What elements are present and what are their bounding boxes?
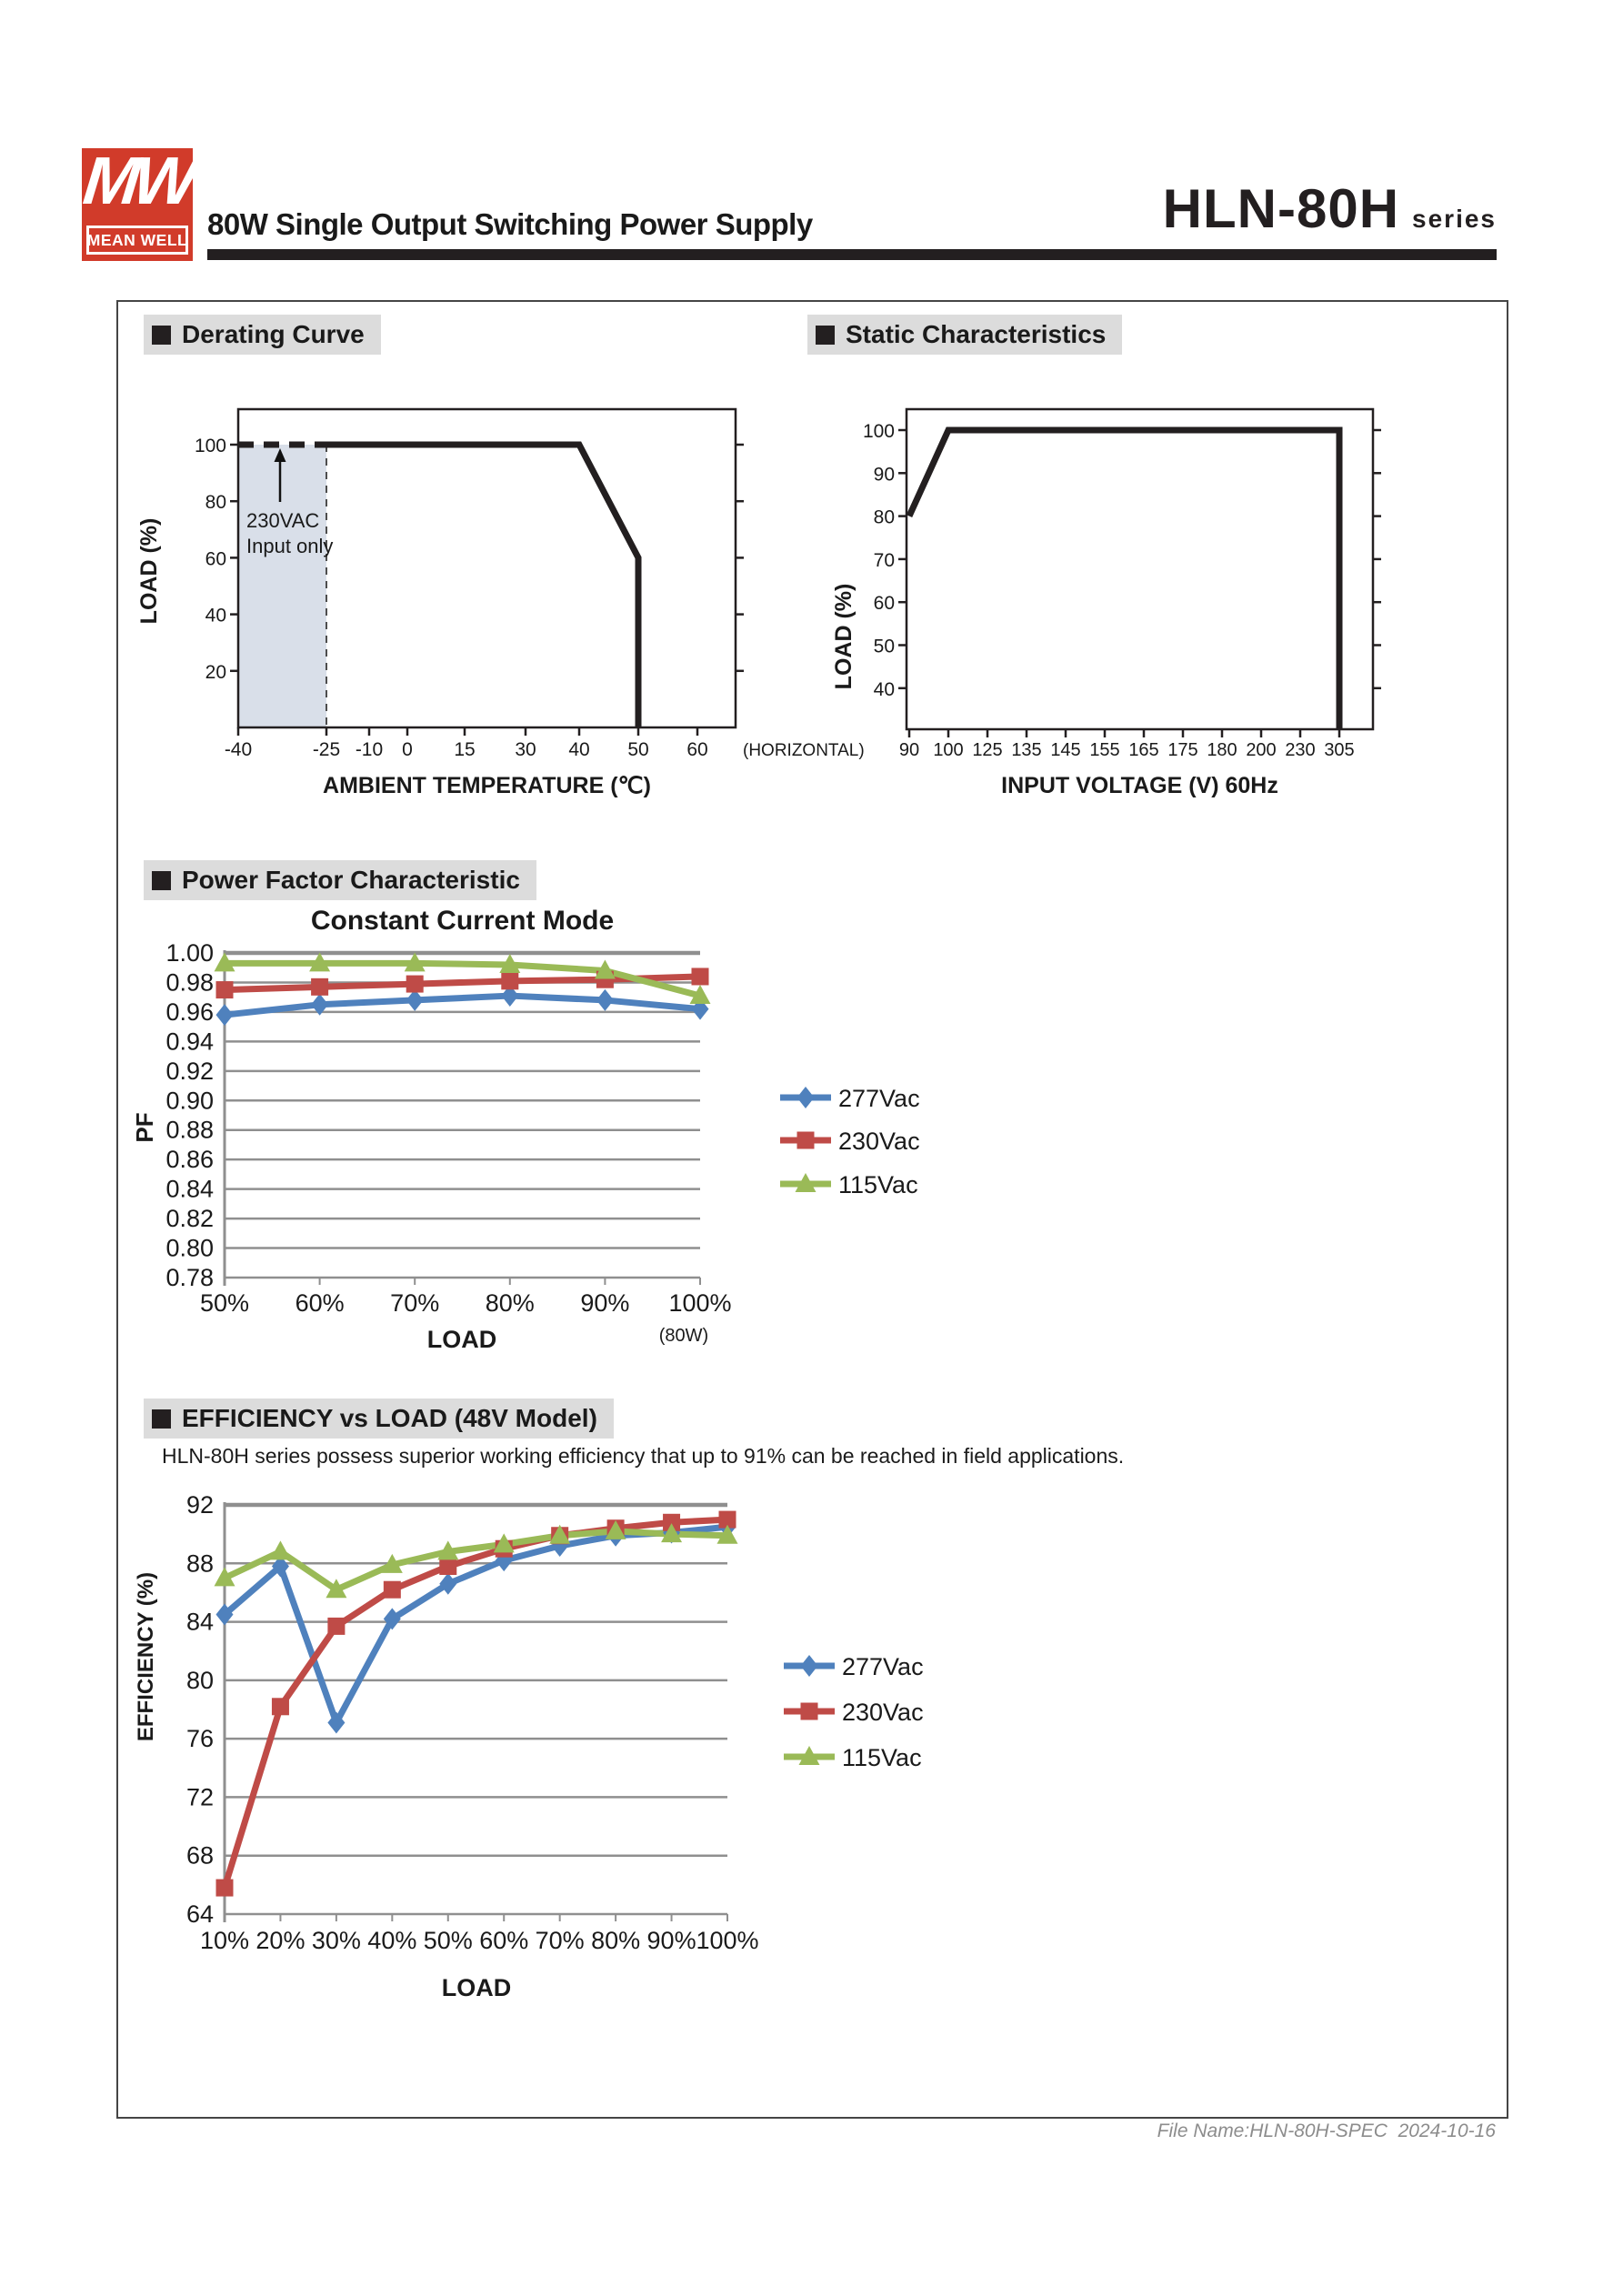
x-tick-label: 100	[933, 740, 964, 760]
x-axis-note: (80W)	[658, 1326, 709, 1346]
y-tick-label: 92	[185, 1491, 214, 1519]
series-marker-230Vac	[327, 1618, 345, 1635]
x-tick-label: 60%	[295, 1289, 345, 1317]
series-marker-230Vac	[216, 1880, 234, 1897]
series-marker-230Vac	[311, 978, 328, 996]
y-tick-label: 84	[185, 1608, 214, 1636]
x-tick-label: 80%	[591, 1927, 641, 1954]
square-bullet-icon	[816, 326, 835, 345]
series-marker-230Vac	[501, 972, 518, 989]
y-tick-label: 0.92	[165, 1057, 214, 1085]
section-heading-label: Derating Curve	[182, 320, 365, 348]
x-tick-label: 125	[972, 740, 1003, 760]
legend-diamond-icon	[797, 1087, 815, 1108]
series-marker-230Vac	[384, 1581, 401, 1599]
x-axis-label: LOAD	[426, 1326, 497, 1353]
y-tick-label: 90	[873, 464, 895, 486]
series-marker-230Vac	[272, 1698, 289, 1715]
pf-chart	[118, 900, 982, 1364]
y-axis-label: LOAD (%)	[136, 517, 162, 625]
x-axis-label: LOAD	[441, 1974, 512, 2001]
x-tick-label: 10%	[199, 1927, 250, 1954]
legend-label: 230Vac	[842, 1699, 924, 1726]
y-tick-label: 50	[873, 636, 895, 657]
meanwell-logo	[79, 143, 195, 261]
x-tick-label: 100%	[668, 1289, 732, 1317]
plot-border	[907, 409, 1373, 729]
x-tick-label: 50	[627, 739, 649, 760]
y-tick-label: 1.00	[165, 939, 214, 967]
annotation-label: Input only	[246, 535, 334, 557]
y-tick-label: 70	[873, 549, 895, 571]
series-marker-230Vac	[216, 981, 234, 998]
y-tick-label: 0.88	[165, 1116, 214, 1144]
square-bullet-icon	[152, 1409, 171, 1429]
legend-square-icon	[797, 1132, 815, 1149]
legend-label: 230Vac	[838, 1128, 920, 1155]
section-heading-efficiency	[144, 1399, 614, 1439]
x-tick-label: -10	[355, 739, 384, 760]
x-tick-label: 40	[568, 739, 590, 760]
legend-label: 277Vac	[838, 1085, 920, 1112]
y-tick-label: 0.94	[165, 1028, 214, 1056]
y-axis-label: PF	[131, 1112, 158, 1143]
derating-series-line	[326, 445, 638, 727]
x-tick-label: 60%	[479, 1927, 529, 1954]
x-axis-note: (HORIZONTAL)	[743, 741, 865, 760]
y-tick-label: 76	[185, 1725, 214, 1753]
legend-label: 115Vac	[842, 1744, 922, 1771]
y-tick-label: 60	[205, 548, 226, 570]
section-heading-static	[807, 315, 1122, 355]
efficiency-description: HLN-80H series possess superior working efficiency that up to 91% can be reached in field applications.	[162, 1444, 1125, 1468]
x-tick-label: 135	[1011, 740, 1042, 760]
x-tick-label: 155	[1089, 740, 1120, 760]
legend-label: 115Vac	[838, 1171, 918, 1198]
x-tick-label: -25	[312, 739, 341, 760]
chart-title: Constant Current Mode	[310, 906, 615, 936]
x-tick-label: 0	[402, 739, 413, 760]
x-tick-label: 50%	[423, 1927, 473, 1954]
x-tick-label: 165	[1128, 740, 1159, 760]
y-tick-label: 0.78	[165, 1264, 214, 1291]
x-tick-label: 90%	[646, 1927, 696, 1954]
x-tick-label: 230	[1285, 740, 1316, 760]
legend-square-icon	[801, 1703, 818, 1720]
x-tick-label: 305	[1324, 740, 1355, 760]
x-axis-label: AMBIENT TEMPERATURE (℃)	[323, 773, 651, 798]
y-tick-label: 60	[873, 593, 895, 615]
y-tick-label: 0.96	[165, 998, 214, 1026]
y-tick-label: 80	[185, 1666, 214, 1694]
x-tick-label: 90%	[580, 1289, 630, 1317]
y-tick-label: 64	[185, 1900, 214, 1928]
x-tick-label: 40%	[367, 1927, 417, 1954]
y-tick-label: 88	[185, 1549, 214, 1578]
square-bullet-icon	[152, 326, 171, 345]
x-tick-label: 50%	[199, 1289, 250, 1317]
x-tick-label: 70%	[390, 1289, 440, 1317]
y-tick-label: 80	[205, 492, 226, 514]
y-axis-label: LOAD (%)	[831, 583, 857, 690]
y-tick-label: 0.84	[165, 1175, 214, 1203]
y-tick-label: 80	[873, 506, 895, 528]
y-tick-label: 0.82	[165, 1205, 214, 1233]
derating-chart	[118, 386, 882, 809]
section-heading-label: EFFICIENCY vs LOAD (48V Model)	[182, 1404, 597, 1432]
x-tick-label: 30%	[311, 1927, 361, 1954]
y-tick-label: 68	[185, 1841, 214, 1870]
series-name: HLN-80H	[1162, 178, 1400, 239]
logo-mw-monogram: MW	[79, 143, 195, 218]
y-tick-label: 20	[205, 661, 226, 683]
x-tick-label: 100%	[696, 1927, 759, 1954]
section-heading-power-factor	[144, 860, 536, 900]
square-bullet-icon	[152, 871, 171, 890]
x-tick-label: 200	[1246, 740, 1277, 760]
y-tick-label: 72	[185, 1783, 214, 1811]
x-tick-label: 145	[1050, 740, 1081, 760]
series-marker-230Vac	[692, 968, 709, 985]
annotation-label: 230VAC	[246, 509, 320, 532]
shaded-region	[238, 445, 326, 727]
y-tick-label: 0.90	[165, 1087, 214, 1115]
x-tick-label: 20%	[255, 1927, 306, 1954]
logo-wordmark-label: MEAN WELL	[86, 230, 188, 249]
y-axis-label: EFFICIENCY (%)	[134, 1571, 158, 1742]
series-marker-277Vac	[439, 1573, 456, 1595]
series-marker-115Vac	[270, 1540, 291, 1559]
y-tick-label: 100	[194, 436, 226, 456]
y-tick-label: 100	[862, 421, 895, 442]
y-tick-label: 40	[205, 605, 226, 627]
series-marker-230Vac	[439, 1558, 456, 1575]
x-tick-label: 80%	[485, 1289, 535, 1317]
y-tick-label: 40	[873, 678, 895, 700]
static-series-line	[909, 430, 1339, 728]
series-title	[1163, 180, 1497, 238]
series-marker-277Vac	[596, 989, 614, 1011]
x-tick-label: 90	[898, 740, 920, 760]
section-heading-label: Static Characteristics	[846, 320, 1107, 348]
static-chart	[791, 386, 1464, 809]
legend-diamond-icon	[801, 1655, 818, 1677]
x-tick-label: 15	[454, 739, 476, 760]
eff-chart	[118, 1464, 982, 2010]
title-underline-bar	[207, 249, 1497, 260]
x-tick-label: 30	[515, 739, 536, 760]
y-tick-label: 0.98	[165, 968, 214, 997]
series-marker-230Vac	[406, 976, 424, 993]
section-heading-label: Power Factor Characteristic	[182, 866, 520, 894]
legend-label: 277Vac	[842, 1653, 924, 1680]
page-title: 80W Single Output Switching Power Supply	[207, 207, 813, 241]
x-tick-label: -40	[224, 739, 253, 760]
x-tick-label: 175	[1167, 740, 1198, 760]
x-tick-label: 60	[686, 739, 708, 760]
x-tick-label: 70%	[535, 1927, 585, 1954]
series-suffix: series	[1412, 205, 1497, 233]
x-axis-label: INPUT VOLTAGE (V) 60Hz	[1001, 773, 1278, 798]
x-tick-label: 180	[1207, 740, 1237, 760]
y-tick-label: 0.80	[165, 1234, 214, 1262]
section-heading-derating	[144, 315, 381, 355]
footer-file-info: File Name:HLN-80H-SPEC 2024-10-16	[1157, 2121, 1496, 2141]
y-tick-label: 0.86	[165, 1146, 214, 1174]
logo-wordmark	[86, 226, 188, 255]
series-marker-277Vac	[216, 1004, 234, 1026]
